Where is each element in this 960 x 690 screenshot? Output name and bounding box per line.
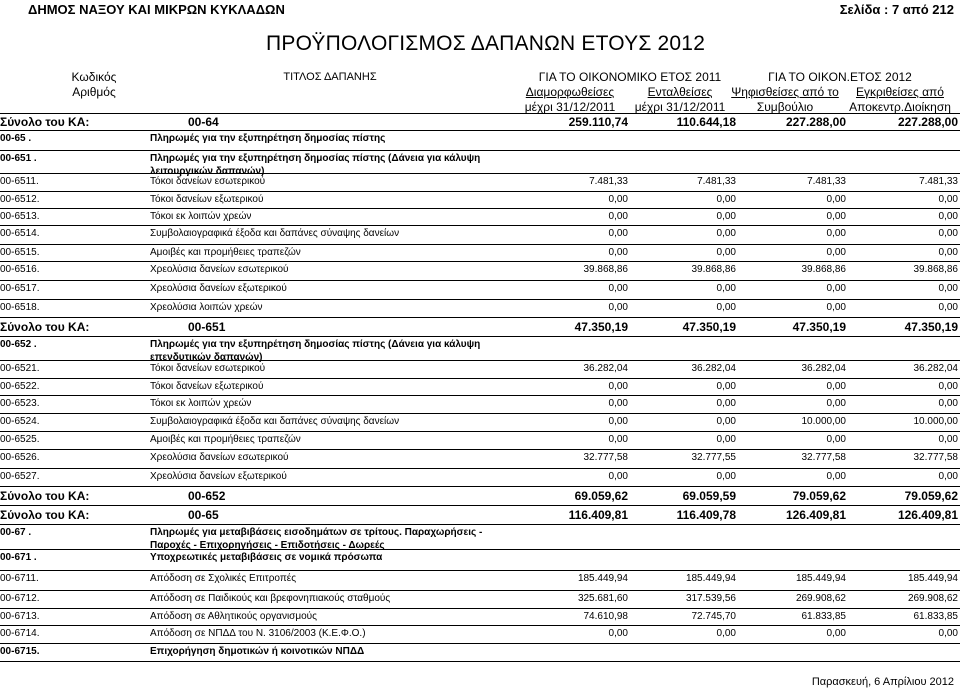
row-description: Πληρωμές για μεταβιβάσεις εισοδημάτων σε τρίτους. Παραχωρήσεις - [150, 527, 483, 538]
amount-cell: 325.681,60 [577, 593, 628, 604]
amount-cell: 259.110,74 [568, 115, 628, 129]
amount-cell: 126.409,81 [897, 508, 958, 522]
amount-cell: 0,00 [608, 434, 628, 445]
page-title: ΠΡΟΫΠΟΛΟΓΙΣΜΟΣ ΔΑΠΑΝΩΝ ΕΤΟΥΣ 2012 [266, 32, 706, 55]
print-date: Παρασκευή, 6 Απρίλιου 2012 [811, 676, 954, 688]
amount-cell: 185.449,94 [685, 573, 736, 584]
row-description: Απόδοση σε Σχολικές Επιτροπές [150, 573, 297, 584]
row-description: Απόδοση σε Αθλητικούς οργανισμούς [150, 611, 317, 622]
row-divider [0, 449, 960, 450]
amount-cell: 79.059,62 [904, 489, 958, 503]
row-code: 00-6511. [0, 176, 39, 187]
amount-cell: 0,00 [608, 381, 628, 392]
amount-cell: 0,00 [716, 398, 736, 409]
row-description-cont: επενδυτικών δαπανών) [150, 352, 263, 363]
row-description: Χρεολύσια δανείων εξωτερικού [150, 471, 287, 482]
amount-cell: 47.350,19 [682, 320, 736, 334]
row-divider [0, 505, 960, 506]
row-code: 00-6517. [0, 283, 40, 294]
row-divider [0, 661, 960, 662]
amount-cell: 0,00 [826, 434, 846, 445]
row-description: Τόκοι δανείων εξωτερικού [150, 194, 264, 205]
amount-cell: 0,00 [608, 398, 628, 409]
row-code: Σύνολο του ΚΑ: [0, 489, 90, 503]
row-description: Απόδοση σε Παιδικούς και βρεφονηπιακούς σταθμούς [150, 593, 391, 604]
row-divider [0, 549, 960, 550]
row-code: 00-671 . [0, 552, 37, 563]
row-description: 00-65 [188, 508, 219, 522]
amount-cell: 0,00 [938, 434, 958, 445]
amount-cell: 39.868,86 [583, 264, 628, 275]
col-paid-header: Ενταλθείσες μέχρι 31/12/2011 [634, 85, 726, 114]
row-description: Τόκοι δανείων εσωτερικού [150, 363, 266, 374]
amount-cell: 227.288,00 [785, 115, 846, 129]
amount-cell: 0,00 [826, 628, 846, 639]
amount-cell: 0,00 [826, 211, 846, 222]
group-2012-header: ΓΙΑ ΤΟ ΟΙΚΟΝ.ΕΤΟΣ 2012 [768, 70, 912, 84]
amount-cell: 0,00 [938, 247, 958, 258]
amount-cell: 10.000,00 [913, 416, 958, 427]
amount-cell: 227.288,00 [897, 115, 958, 129]
amount-cell: 0,00 [608, 228, 628, 239]
row-divider [0, 643, 960, 644]
amount-cell: 32.777,58 [801, 452, 846, 463]
row-divider [0, 244, 960, 245]
col-voted-header: Ψηφισθείσες από το Συμβούλιο [731, 85, 839, 114]
amount-cell: 0,00 [608, 211, 628, 222]
row-code: 00-6518. [0, 302, 40, 313]
amount-cell: 7.481,33 [807, 176, 846, 187]
amount-cell: 0,00 [826, 398, 846, 409]
row-code: 00-651 . [0, 153, 37, 164]
col-formed-header: Διαμορφωθείσες μέχρι 31/12/2011 [524, 85, 616, 114]
row-code: 00-6523. [0, 398, 40, 409]
header-rule [0, 113, 960, 114]
amount-cell: 39.868,86 [913, 264, 958, 275]
row-code: Σύνολο του ΚΑ: [0, 320, 90, 334]
row-description: Απόδοση σε ΝΠΔΔ του Ν. 3106/2003 (Κ.Ε.Φ.Ο.) [150, 628, 366, 639]
amount-cell: 185.449,94 [577, 573, 628, 584]
amount-cell: 36.282,04 [691, 363, 736, 374]
row-divider [0, 378, 960, 379]
row-divider [0, 280, 960, 281]
row-description: Συμβολαιογραφικά έξοδα και δαπάνες σύναψης δανείων [150, 228, 400, 239]
row-code: 00-6516. [0, 264, 40, 275]
amount-cell: 116.409,81 [568, 508, 628, 522]
row-divider [0, 625, 960, 626]
row-divider [0, 130, 960, 131]
amount-cell: 47.350,19 [904, 320, 958, 334]
amount-cell: 0,00 [716, 416, 736, 427]
row-divider [0, 468, 960, 469]
row-code: 00-6715. [0, 646, 40, 657]
row-divider [0, 299, 960, 300]
row-description: Χρεολύσια δανείων εσωτερικού [150, 452, 289, 463]
amount-cell: 0,00 [608, 194, 628, 205]
amount-cell: 0,00 [716, 471, 736, 482]
row-divider [0, 360, 960, 361]
row-description: Τόκοι εκ λοιπών χρεών [150, 211, 252, 222]
amount-cell: 0,00 [716, 302, 736, 313]
amount-cell: 0,00 [608, 416, 628, 427]
row-description: Υποχρεωτικές μεταβιβάσεις σε νομικά πρόσωπα [150, 552, 383, 563]
amount-cell: 79.059,62 [792, 489, 846, 503]
row-code: 00-6711. [0, 573, 39, 584]
row-divider [0, 413, 960, 414]
amount-cell: 0,00 [716, 228, 736, 239]
amount-cell: 7.481,33 [919, 176, 958, 187]
amount-cell: 0,00 [826, 228, 846, 239]
amount-cell: 0,00 [826, 302, 846, 313]
amount-cell: 0,00 [716, 211, 736, 222]
amount-cell: 269.908,62 [907, 593, 958, 604]
row-code: 00-6527. [0, 471, 40, 482]
amount-cell: 61.833,85 [913, 611, 958, 622]
row-code: 00-6521. [0, 363, 40, 374]
amount-cell: 7.481,33 [697, 176, 736, 187]
row-code: Σύνολο του ΚΑ: [0, 508, 90, 522]
row-description: Αμοιβές και προμήθειες τραπεζών [150, 434, 301, 445]
row-description-cont: Παροχές - Επιχορηγήσεις - Επιδοτήσεις - Δωρεές [150, 540, 385, 551]
amount-cell: 185.449,94 [795, 573, 846, 584]
amount-cell: 0,00 [716, 628, 736, 639]
amount-cell: 0,00 [608, 471, 628, 482]
amount-cell: 47.350,19 [574, 320, 628, 334]
amount-cell: 36.282,04 [801, 363, 846, 374]
amount-cell: 0,00 [938, 398, 958, 409]
row-divider [0, 570, 960, 571]
row-divider [0, 395, 960, 396]
amount-cell: 0,00 [608, 302, 628, 313]
amount-cell: 0,00 [826, 194, 846, 205]
amount-cell: 126.409,81 [785, 508, 846, 522]
row-description: Επιχορήγηση δημοτικών ή κοινοτικών ΝΠΔΔ [150, 646, 365, 657]
amount-cell: 32.777,55 [691, 452, 736, 463]
row-code: 00-6712. [0, 593, 40, 604]
row-code: 00-6512. [0, 194, 40, 205]
row-divider [0, 336, 960, 337]
amount-cell: 0,00 [938, 228, 958, 239]
row-description: 00-64 [188, 115, 219, 129]
amount-cell: 269.908,62 [795, 593, 846, 604]
row-description: Χρεολύσια δανείων εσωτερικού [150, 264, 289, 275]
amount-cell: 0,00 [938, 194, 958, 205]
amount-cell: 0,00 [938, 283, 958, 294]
row-code: Σύνολο του ΚΑ: [0, 115, 90, 129]
amount-cell: 0,00 [938, 471, 958, 482]
amount-cell: 69.059,62 [574, 489, 628, 503]
amount-cell: 0,00 [938, 381, 958, 392]
row-code: 00-6526. [0, 452, 40, 463]
amount-cell: 32.777,58 [913, 452, 958, 463]
row-divider [0, 524, 960, 525]
row-divider [0, 261, 960, 262]
row-divider [0, 608, 960, 609]
amount-cell: 0,00 [826, 381, 846, 392]
row-description: Τόκοι δανείων εξωτερικού [150, 381, 264, 392]
row-code: 00-6713. [0, 611, 40, 622]
amount-cell: 0,00 [826, 283, 846, 294]
amount-cell: 0,00 [716, 283, 736, 294]
row-divider [0, 431, 960, 432]
row-description: Τόκοι εκ λοιπών χρεών [150, 398, 252, 409]
municipality-name: ΔΗΜΟΣ ΝΑΞΟΥ ΚΑΙ ΜΙΚΡΩΝ ΚΥΚΛΑΔΩΝ [28, 2, 285, 17]
row-code: 00-65 . [0, 133, 32, 144]
amount-cell: 0,00 [938, 211, 958, 222]
row-description: Συμβολαιογραφικά έξοδα και δαπάνες σύναψης δανείων [150, 416, 400, 427]
amount-cell: 0,00 [608, 283, 628, 294]
row-code: 00-6522. [0, 381, 40, 392]
row-code: 00-6714. [0, 628, 40, 639]
amount-cell: 39.868,86 [801, 264, 846, 275]
amount-cell: 110.644,18 [676, 115, 736, 129]
row-code: 00-6514. [0, 228, 40, 239]
row-description: 00-652 [188, 489, 226, 503]
col-code-header: Κωδικός Αριθμός [71, 70, 117, 99]
amount-cell: 47.350,19 [792, 320, 846, 334]
amount-cell: 116.409,78 [676, 508, 736, 522]
amount-cell: 36.282,04 [583, 363, 628, 374]
page-number: Σελίδα : 7 από 212 [839, 2, 954, 17]
row-description: Χρεολύσια λοιπών χρεών [150, 302, 263, 313]
amount-cell: 0,00 [716, 434, 736, 445]
row-description: Πληρωμές για την εξυπηρέτηση δημοσίας πίστης (Δάνεια για κάλυψη [150, 339, 481, 350]
amount-cell: 0,00 [716, 194, 736, 205]
row-description-cont: λειτουργικών δαπανών) [150, 166, 265, 177]
amount-cell: 0,00 [826, 471, 846, 482]
amount-cell: 74.610,98 [583, 611, 628, 622]
amount-cell: 36.282,04 [913, 363, 958, 374]
amount-cell: 0,00 [716, 381, 736, 392]
amount-cell: 0,00 [608, 247, 628, 258]
amount-cell: 7.481,33 [589, 176, 628, 187]
row-code: 00-6513. [0, 211, 40, 222]
row-divider [0, 173, 960, 174]
group-2011-header: ΓΙΑ ΤΟ ΟΙΚΟΝΟΜΙΚΟ ΕΤΟΣ 2011 [538, 70, 722, 84]
row-description: 00-651 [188, 320, 226, 334]
amount-cell: 0,00 [608, 628, 628, 639]
amount-cell: 317.539,56 [685, 593, 736, 604]
row-divider [0, 191, 960, 192]
row-divider [0, 486, 960, 487]
amount-cell: 185.449,94 [907, 573, 958, 584]
row-description: Χρεολύσια δανείων εξωτερικού [150, 283, 287, 294]
amount-cell: 10.000,00 [801, 416, 846, 427]
row-description: Πληρωμές για την εξυπηρέτηση δημοσίας πίστης (Δάνεια για κάλυψη [150, 153, 481, 164]
amount-cell: 0,00 [826, 247, 846, 258]
row-description: Τόκοι δανείων εσωτερικού [150, 176, 266, 187]
amount-cell: 0,00 [938, 302, 958, 313]
amount-cell: 0,00 [716, 247, 736, 258]
row-divider [0, 225, 960, 226]
row-code: 00-6524. [0, 416, 40, 427]
row-divider [0, 150, 960, 151]
amount-cell: 61.833,85 [801, 611, 846, 622]
col-approved-header: Εγκριθείσες από Αποκεντρ.Διοίκηση [849, 85, 951, 114]
row-divider [0, 590, 960, 591]
row-code: 00-6515. [0, 247, 40, 258]
row-code: 00-67 . [0, 527, 32, 538]
amount-cell: 69.059,59 [682, 489, 736, 503]
row-code: 00-652 . [0, 339, 37, 350]
col-title-header: ΤΙΤΛΟΣ ΔΑΠΑΝΗΣ [283, 71, 377, 83]
row-divider [0, 317, 960, 318]
amount-cell: 32.777,58 [583, 452, 628, 463]
amount-cell: 39.868,86 [691, 264, 736, 275]
row-description: Πληρωμές για την εξυπηρέτηση δημοσίας πίστης [150, 133, 386, 144]
row-description: Αμοιβές και προμήθειες τραπεζών [150, 247, 301, 258]
row-code: 00-6525. [0, 434, 40, 445]
row-divider [0, 208, 960, 209]
amount-cell: 0,00 [938, 628, 958, 639]
amount-cell: 72.745,70 [691, 611, 736, 622]
